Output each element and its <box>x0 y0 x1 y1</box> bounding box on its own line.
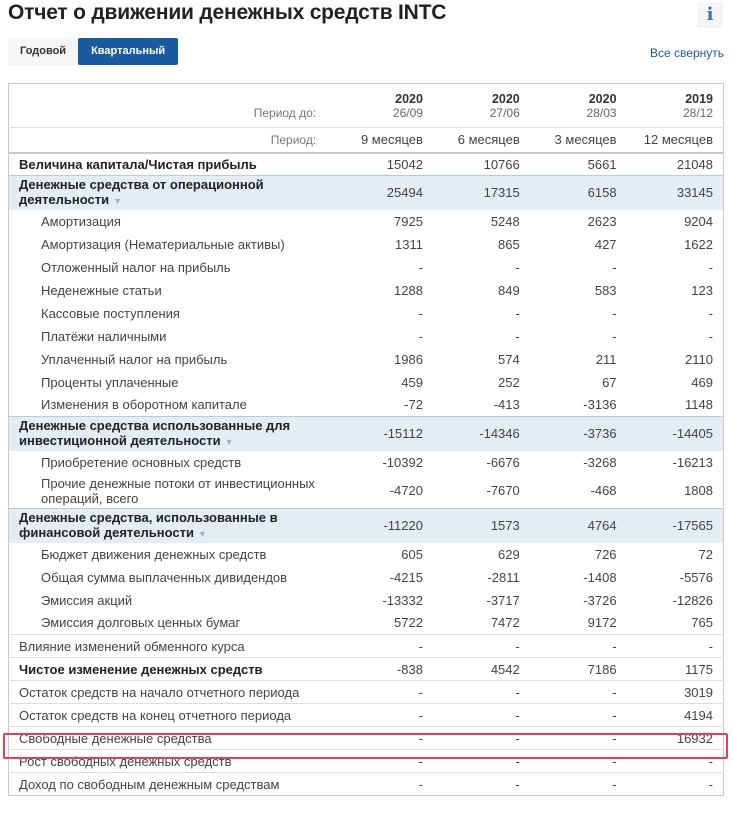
info-icon[interactable]: i <box>697 2 723 28</box>
period-length: 6 месяцев <box>433 128 530 153</box>
cell-value: 726 <box>594 546 617 562</box>
row-label-text: Уплаченный налог на прибыль <box>41 351 228 367</box>
cell-value: - <box>515 305 520 321</box>
row-label <box>9 612 337 635</box>
cell-value: 211 <box>595 351 617 367</box>
row-label <box>9 773 337 796</box>
cell-value: - <box>627 773 724 796</box>
row-label-text: Денежные средства, использованные в финансовой деятельности <box>19 509 278 540</box>
cell-value: - <box>336 773 433 796</box>
chevron-down-icon[interactable]: ▼ <box>224 436 234 447</box>
period-end-label: Период до: <box>9 84 337 128</box>
table-row <box>9 658 724 681</box>
cell-value: 15042 <box>386 156 423 172</box>
cell-value: - <box>336 635 433 658</box>
row-label <box>9 279 337 302</box>
table-row <box>9 635 724 658</box>
row-label-text: Остаток средств на конец отчетного периода <box>19 707 292 723</box>
cell-value: 17315 <box>433 176 530 210</box>
cell-value: -3736 <box>530 417 627 451</box>
cell-value: 10766 <box>483 156 520 172</box>
row-label <box>9 509 337 543</box>
section-row[interactable] <box>9 509 724 543</box>
table-row <box>9 727 724 750</box>
column-header: 2020 28/03 <box>530 84 627 128</box>
cell-value: - <box>433 750 530 773</box>
cell-value: -3717 <box>486 592 520 608</box>
table-row <box>9 704 724 727</box>
row-label <box>9 704 337 727</box>
cell-value: 765 <box>691 615 713 631</box>
cell-value: 1573 <box>433 509 530 543</box>
table-row <box>9 153 724 176</box>
cell-value: 1175 <box>627 658 724 681</box>
cell-value: - <box>612 328 617 344</box>
cell-value: 605 <box>401 546 423 562</box>
cell-value: - <box>530 773 627 796</box>
row-label-text: Изменения в оборотном капитале <box>41 397 247 413</box>
table-row <box>9 325 724 348</box>
cell-value: - <box>612 305 617 321</box>
cell-value: -468 <box>590 483 617 499</box>
cell-value: 2110 <box>685 351 713 367</box>
cell-value: - <box>336 727 433 750</box>
cell-value: - <box>433 704 530 727</box>
period-tabs <box>8 38 178 65</box>
row-label-text: Свободные денежные средства <box>19 730 212 746</box>
cell-value: - <box>433 773 530 796</box>
cell-value: -5576 <box>679 569 713 585</box>
cell-value: - <box>708 305 713 321</box>
table-row <box>9 681 724 704</box>
table-row <box>9 750 724 773</box>
cell-value: - <box>433 635 530 658</box>
cash-flow-table <box>8 83 724 796</box>
column-header: 2020 27/06 <box>433 84 530 128</box>
period-label: Период: <box>9 128 337 153</box>
cell-value: 5661 <box>587 156 617 172</box>
cell-value: -1408 <box>583 569 617 585</box>
cell-value: 33145 <box>627 176 724 210</box>
row-label-text: Неденежные статьи <box>41 282 162 298</box>
row-label <box>9 394 337 417</box>
row-label <box>9 451 337 474</box>
cell-value: 4194 <box>627 704 724 727</box>
cell-value: 574 <box>498 351 520 367</box>
row-label <box>9 153 337 176</box>
cell-value: 5722 <box>394 615 423 631</box>
cell-value: -11220 <box>336 509 433 543</box>
section-row[interactable] <box>9 176 724 210</box>
cell-value: -13332 <box>382 592 423 608</box>
cell-value: 3019 <box>627 681 724 704</box>
table-row <box>9 589 724 612</box>
table-row <box>9 612 724 635</box>
row-label-text: Кассовые поступления <box>41 305 180 321</box>
cell-value: - <box>530 704 627 727</box>
cell-value: 25494 <box>336 176 433 210</box>
cell-value: 4764 <box>530 509 627 543</box>
cell-value: -413 <box>493 397 520 413</box>
row-label <box>9 325 337 348</box>
cell-value: - <box>418 328 423 344</box>
cell-value: 72 <box>698 546 713 562</box>
table-row <box>9 302 724 325</box>
cell-value: 4542 <box>433 658 530 681</box>
row-label <box>9 474 337 509</box>
cell-value: 21048 <box>676 156 713 172</box>
row-label-text: Отложенный налог на прибыль <box>41 259 231 275</box>
cell-value: 1622 <box>684 236 713 252</box>
row-label <box>9 210 337 233</box>
section-row[interactable] <box>9 417 724 451</box>
row-label-text: Остаток средств на начало отчетного периода <box>19 684 300 700</box>
tab-quarterly[interactable]: Квартальный <box>78 38 178 65</box>
table-row <box>9 233 724 256</box>
row-label <box>9 750 337 773</box>
cell-value: 865 <box>498 236 520 252</box>
cell-value: -16213 <box>672 454 713 470</box>
period-length: 12 месяцев <box>627 128 724 153</box>
cell-value: -4720 <box>389 483 423 499</box>
cell-value: -72 <box>404 397 423 413</box>
row-label-text: Общая сумма выплаченных дивидендов <box>41 569 288 585</box>
column-header: 2019 28/12 <box>627 84 724 128</box>
cell-value: - <box>530 681 627 704</box>
row-label <box>9 681 337 704</box>
chevron-down-icon[interactable]: ▼ <box>113 195 123 206</box>
cell-value: 1986 <box>394 351 423 367</box>
collapse-all-link[interactable]: Все свернуть <box>650 46 724 60</box>
table-row <box>9 773 724 796</box>
cell-value: 469 <box>691 374 713 390</box>
cell-value: - <box>336 681 433 704</box>
cell-value: - <box>336 704 433 727</box>
chevron-down-icon[interactable]: ▼ <box>197 528 207 539</box>
cell-value: 629 <box>498 546 520 562</box>
cell-value: -10392 <box>382 454 423 470</box>
cell-value: -14346 <box>433 417 530 451</box>
period-length-row <box>9 128 724 153</box>
cell-value: - <box>627 635 724 658</box>
table-row <box>9 474 724 509</box>
cell-value: - <box>530 635 627 658</box>
row-label-text: Приобретение основных средств <box>41 454 242 470</box>
row-label-text: Бюджет движения денежных средств <box>41 546 267 562</box>
cell-value: 427 <box>594 236 617 252</box>
cell-value: - <box>336 750 433 773</box>
row-label-text: Амортизация (Нематериальные активы) <box>41 236 285 252</box>
tab-annual[interactable]: Годовой <box>8 38 78 65</box>
row-label <box>9 302 337 325</box>
row-label-text: Величина капитала/Чистая прибыль <box>19 156 257 172</box>
cell-value: 583 <box>594 282 617 298</box>
table-row <box>9 210 724 233</box>
row-label-text: Прочие денежные потоки от инвестиционных операций, всего <box>41 475 315 506</box>
cell-value: 2623 <box>587 213 617 229</box>
cell-value: - <box>515 328 520 344</box>
cell-value: 9172 <box>587 615 617 631</box>
row-label-text: Доход по свободным денежным средствам <box>19 776 280 792</box>
table-row <box>9 279 724 302</box>
row-label <box>9 635 337 658</box>
cell-value: 16932 <box>627 727 724 750</box>
cell-value: - <box>708 328 713 344</box>
row-label-text: Чистое изменение денежных средств <box>19 661 263 677</box>
table-row <box>9 451 724 474</box>
cell-value: - <box>418 259 423 275</box>
cell-value: 1148 <box>685 397 713 413</box>
row-label-text: Платёжи наличными <box>41 328 167 344</box>
cell-value: - <box>433 681 530 704</box>
row-label <box>9 543 337 566</box>
cell-value: - <box>530 750 627 773</box>
table-row <box>9 256 724 279</box>
table-row <box>9 348 724 371</box>
row-label <box>9 176 337 210</box>
cell-value: 9204 <box>684 213 713 229</box>
page-title: Отчет о движении денежных средств INTC <box>8 1 447 24</box>
table-row <box>9 371 724 394</box>
cell-value: -3136 <box>583 397 617 413</box>
cell-value: -2811 <box>487 569 520 585</box>
row-label <box>9 658 337 681</box>
cell-value: - <box>612 259 617 275</box>
row-label <box>9 727 337 750</box>
cell-value: - <box>708 259 713 275</box>
cell-value: 7472 <box>490 615 520 631</box>
row-label <box>9 256 337 279</box>
row-label <box>9 233 337 256</box>
row-label-text: Эмиссия долговых ценных бумаг <box>41 615 241 631</box>
cell-value: -3268 <box>583 454 617 470</box>
cell-value: 5248 <box>490 213 520 229</box>
row-label <box>9 371 337 394</box>
cell-value: 252 <box>498 374 520 390</box>
cell-value: - <box>530 727 627 750</box>
cell-value: - <box>418 305 423 321</box>
cell-value: 1288 <box>394 282 423 298</box>
row-label-text: Денежные средства использованные для инвестиционной деятельности <box>19 417 291 448</box>
cell-value: -17565 <box>627 509 724 543</box>
row-label <box>9 566 337 589</box>
cell-value: -4215 <box>389 569 423 585</box>
cell-value: 67 <box>602 374 617 390</box>
period-end-row <box>9 84 724 128</box>
cell-value: 123 <box>691 282 713 298</box>
cell-value: -3726 <box>583 592 617 608</box>
cell-value: 849 <box>498 282 520 298</box>
cell-value: -12826 <box>672 592 713 608</box>
cell-value: 459 <box>401 374 423 390</box>
row-label-text: Эмиссия акций <box>41 592 133 608</box>
period-length: 3 месяцев <box>530 128 627 153</box>
table-row <box>9 543 724 566</box>
row-label <box>9 589 337 612</box>
cell-value: - <box>433 727 530 750</box>
cell-value: 1311 <box>394 236 423 252</box>
table-row <box>9 394 724 417</box>
row-label-text: Рост свободных денежных средств <box>19 753 232 769</box>
cell-value: 1808 <box>684 483 713 499</box>
row-label-text: Денежные средства от операционной деятельности <box>19 176 264 207</box>
column-header: 2020 26/09 <box>336 84 433 128</box>
table-row <box>9 566 724 589</box>
row-label-text: Проценты уплаченные <box>41 374 179 390</box>
cell-value: -15112 <box>336 417 433 451</box>
cell-value: -6676 <box>486 454 520 470</box>
cell-value: 7186 <box>530 658 627 681</box>
cell-value: - <box>627 750 724 773</box>
cell-value: -838 <box>336 658 433 681</box>
period-length: 9 месяцев <box>336 128 433 153</box>
cell-value: 7925 <box>394 213 423 229</box>
row-label <box>9 348 337 371</box>
cell-value: -14405 <box>627 417 724 451</box>
row-label <box>9 417 337 451</box>
cell-value: 6158 <box>530 176 627 210</box>
row-label-text: Амортизация <box>41 213 121 229</box>
row-label-text: Влияние изменений обменного курса <box>19 638 245 654</box>
cell-value: -7670 <box>486 483 520 499</box>
cell-value: - <box>515 259 520 275</box>
